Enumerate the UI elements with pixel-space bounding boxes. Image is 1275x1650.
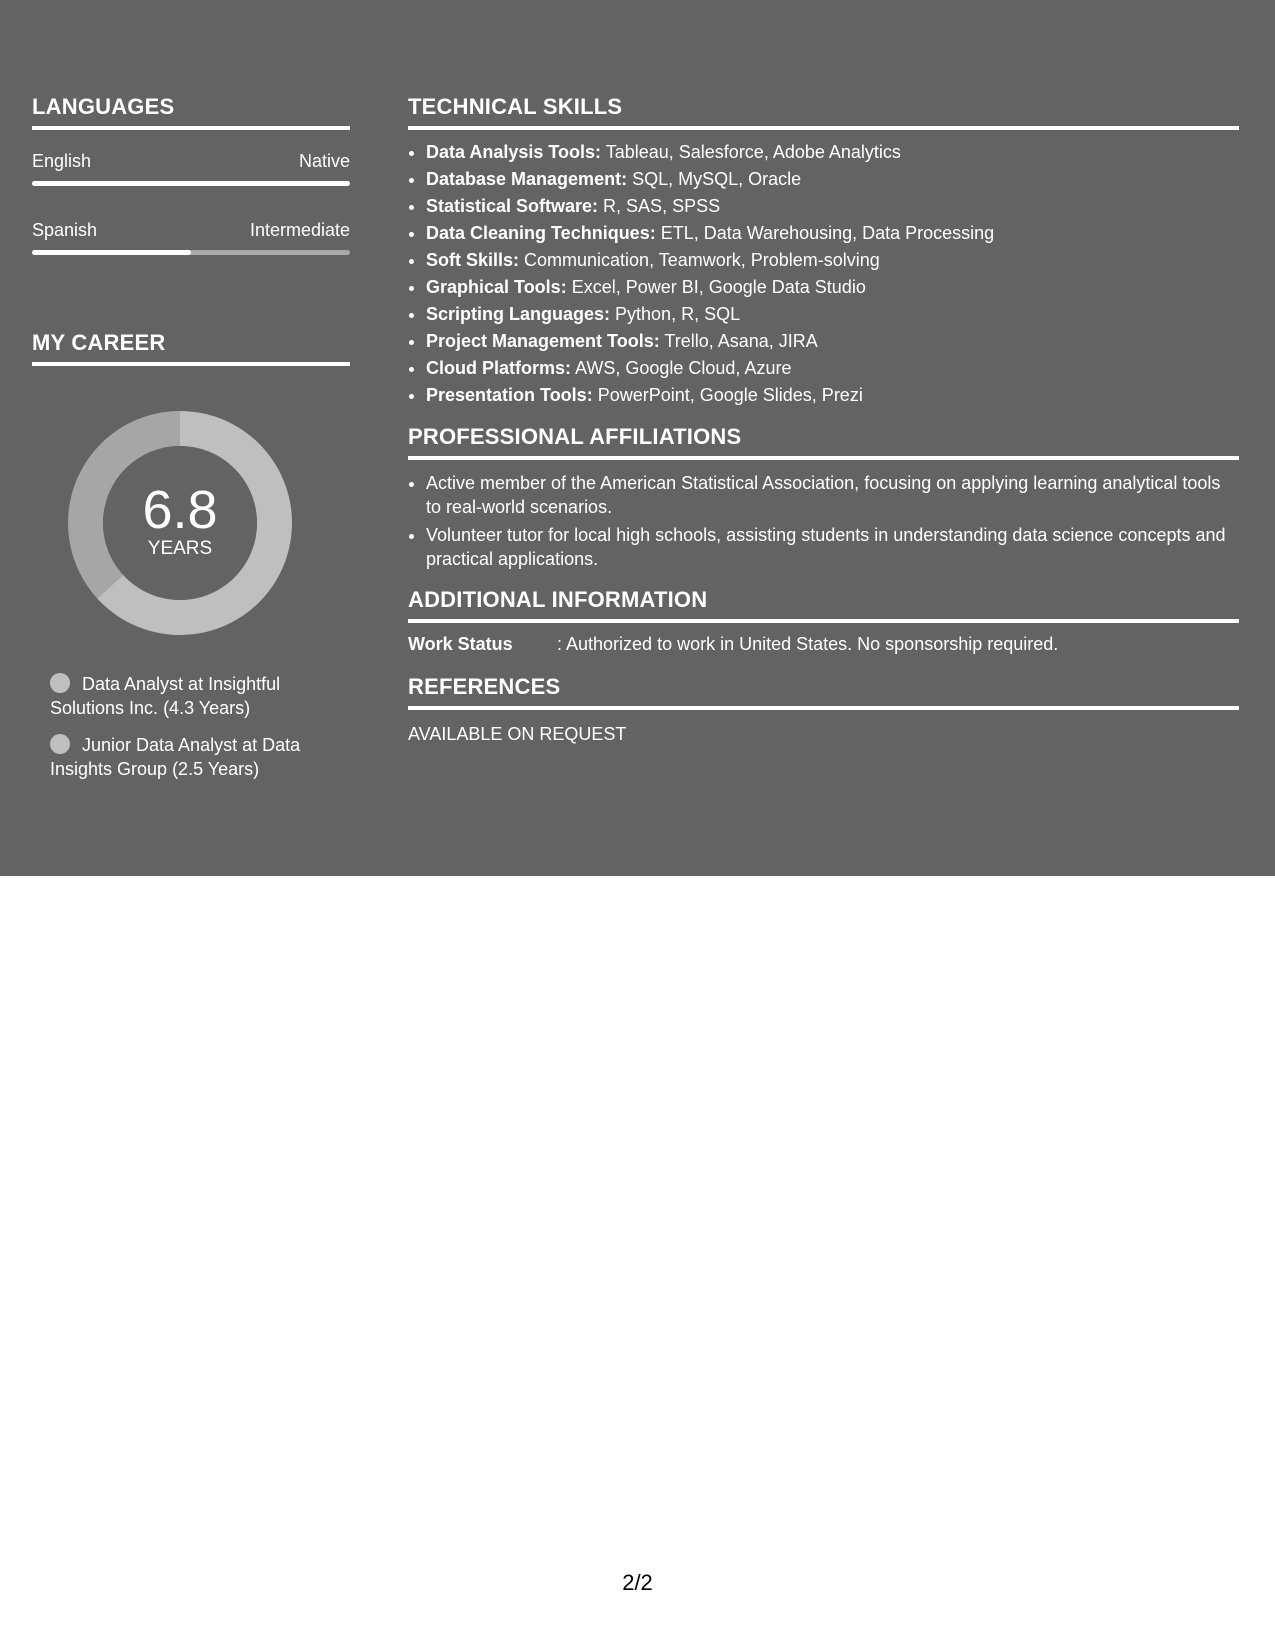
skill-label: Scripting Languages: — [426, 304, 611, 324]
affiliation-item: • Active member of the American Statistical Association, focusing on applying learning analytical tools to real-world scenarios. — [426, 471, 1239, 519]
language-name: English — [32, 151, 92, 171]
skill-item — [426, 139, 1239, 166]
skill-label: Data Analysis Tools: — [426, 142, 602, 162]
work-status-value: : Authorized to work in United States. No sponsorship required. — [557, 634, 1059, 654]
work-status-row — [408, 632, 1239, 656]
references-title: REFERENCES — [408, 674, 1239, 710]
language-item-english — [32, 150, 350, 186]
career-legend-label: Data Analyst at Insightful Solutions Inc. (4.3 Years) — [50, 674, 281, 718]
technical-skills-title: TECHNICAL SKILLS — [408, 94, 1239, 130]
additional-info-title: ADDITIONAL INFORMATION — [408, 587, 1239, 623]
career-donut-chart — [67, 410, 293, 636]
legend-dot-icon — [50, 673, 70, 693]
affiliations-list — [408, 471, 1239, 571]
legend-dot-icon — [50, 734, 70, 754]
career-title: MY CAREER — [32, 330, 350, 366]
skill-value: Tableau, Salesforce, Adobe Analytics — [601, 142, 901, 162]
career-total-unit: YEARS — [147, 538, 213, 559]
skill-value: PowerPoint, Google Slides, Prezi — [592, 385, 863, 405]
right-column — [408, 94, 1239, 746]
language-bar-fill — [32, 181, 350, 186]
references-text: AVAILABLE ON REQUEST — [408, 724, 627, 744]
skill-label: Data Cleaning Techniques: — [426, 223, 656, 243]
skill-item — [426, 220, 1239, 247]
skill-label: Database Management: — [426, 169, 628, 189]
skill-value: R, SAS, SPSS — [598, 196, 721, 216]
skill-value: Excel, Power BI, Google Data Studio — [566, 277, 866, 297]
language-level: Native — [298, 151, 350, 171]
technical-skills-list — [408, 139, 1239, 409]
skill-label: Project Management Tools: — [426, 331, 660, 351]
skill-item — [426, 301, 1239, 328]
skill-label: Cloud Platforms: — [426, 358, 572, 378]
career-legend-item — [50, 672, 340, 720]
skill-item — [426, 382, 1239, 409]
career-legend — [50, 672, 340, 781]
skill-label: Presentation Tools: — [426, 385, 593, 405]
career-legend-label: Junior Data Analyst at Data Insights Group (2.5 Years) — [50, 735, 301, 779]
skill-value: SQL, MySQL, Oracle — [627, 169, 802, 189]
work-status-label: Work Status — [408, 634, 513, 654]
donut-center — [67, 410, 293, 636]
languages-title: LANGUAGES — [32, 94, 350, 130]
skill-label: Statistical Software: — [426, 196, 599, 216]
affiliation-item: • Volunteer tutor for local high schools, assisting students in understanding data science concepts and practical applications. — [426, 523, 1239, 571]
skill-value: Trello, Asana, JIRA — [659, 331, 818, 351]
skill-value: Python, R, SQL — [610, 304, 741, 324]
language-bar — [32, 250, 350, 255]
skill-item — [426, 274, 1239, 301]
skill-value: Communication, Teamwork, Problem-solving — [519, 250, 880, 270]
career-legend-item — [50, 733, 340, 781]
skill-label: Graphical Tools: — [426, 277, 567, 297]
career-total-value: 6.8 — [142, 480, 218, 540]
skill-value: ETL, Data Warehousing, Data Processing — [655, 223, 995, 243]
page-number: 2/2 — [622, 1570, 653, 1595]
language-bar-fill — [32, 250, 191, 255]
left-column — [32, 94, 350, 794]
skill-item — [426, 247, 1239, 274]
language-level: Intermediate — [249, 220, 350, 240]
skill-item — [426, 355, 1239, 382]
skill-item — [426, 193, 1239, 220]
language-name: Spanish — [32, 220, 98, 240]
skill-value: AWS, Google Cloud, Azure — [571, 358, 792, 378]
skill-label: Soft Skills: — [426, 250, 520, 270]
skill-item — [426, 166, 1239, 193]
skill-item — [426, 328, 1239, 355]
language-item-spanish — [32, 219, 350, 255]
language-bar — [32, 181, 350, 186]
affiliations-title: PROFESSIONAL AFFILIATIONS — [408, 424, 1239, 460]
language-row — [32, 150, 350, 172]
language-row — [32, 219, 350, 241]
